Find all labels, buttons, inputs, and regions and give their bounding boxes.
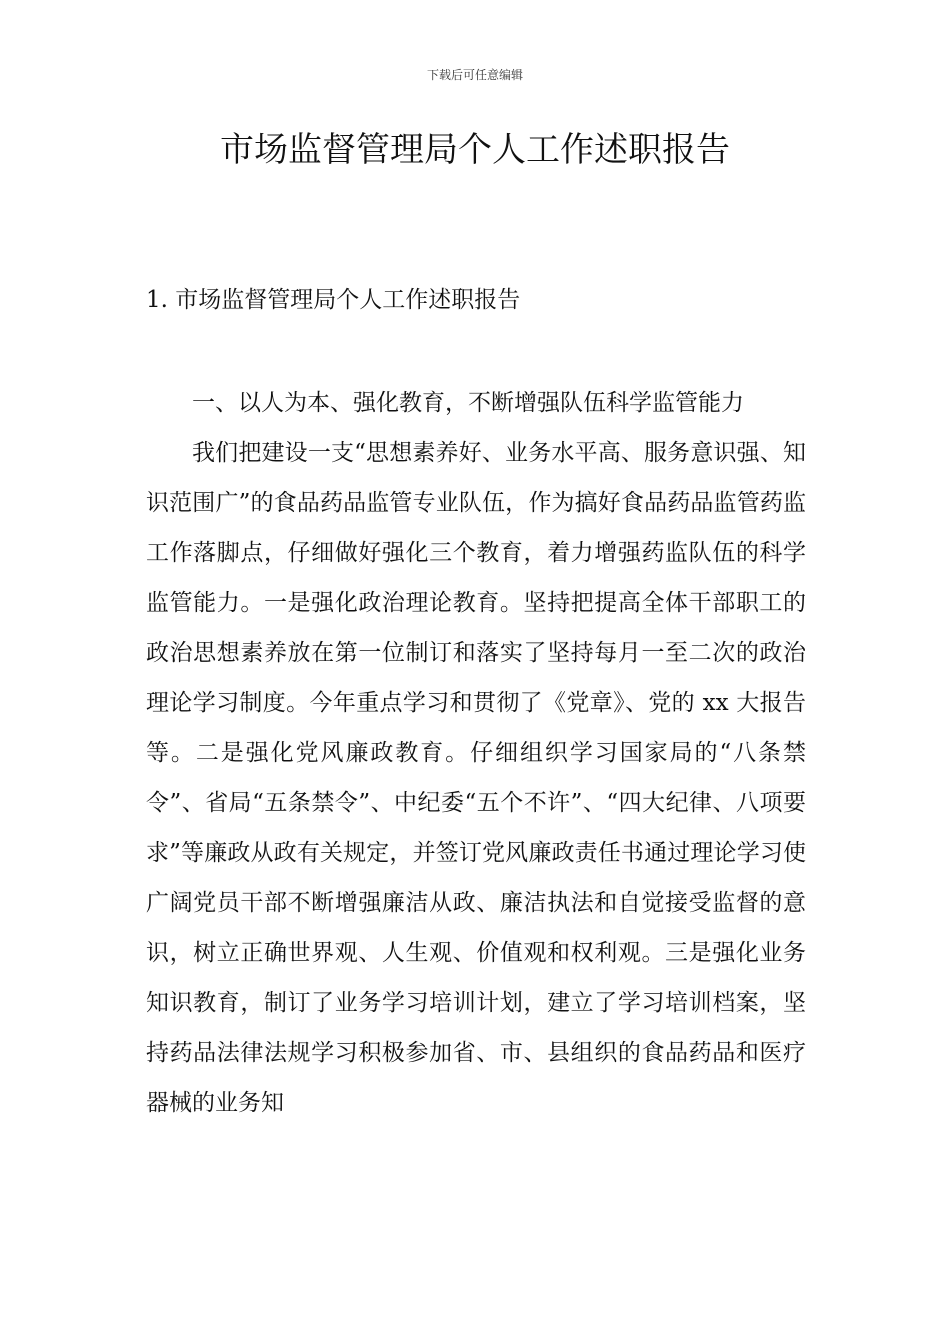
header-note: 下载后可任意编辑: [426, 68, 523, 82]
paragraph-body: 我们把建设一支“思想素养好、业务水平高、服务意识强、知识范围广”的食品药品监管专业队伍，作为搞好食品药品监管药监工作落脚点，仔细做好强化三个教育，着力增强药监队伍的科学监管能力。一是强化政治理论教育。坚持把提高全体干部职工的政治思想素养放在第一位制订和落实了坚持每月一至二次的政治理论学习制度。今年重点学习和贯彻了《党章》、党的 xx 大报告等。二是强化党风廉政教育。仔细组织学习国家局的“八条禁令”、省局“五条禁令”、中纪委“五个不许”、“四大纪律、八项要求”等廉政从政有关规定，并签订党风廉政责任书通过理论学习使广阔党员干部不断增强廉洁从政、廉洁执法和自觉接受监督的意识，树立正确世界观、人生观、价值观和权利观。三是强化业务知识教育，制订了业务学习培训计划，建立了学习培训档案，坚持药品法律法规学习积极参加省、市、县组织的食品药品和医疗器械的业务知: [146, 440, 806, 1116]
section-title: 1. 市场监督管理局个人工作述职报告: [146, 287, 521, 313]
document-body: [146, 378, 806, 1128]
document-title: 市场监督管理局个人工作述职报告: [220, 130, 730, 170]
paragraph-heading: 一、以人为本、强化教育，不断增强队伍科学监管能力: [192, 390, 744, 416]
